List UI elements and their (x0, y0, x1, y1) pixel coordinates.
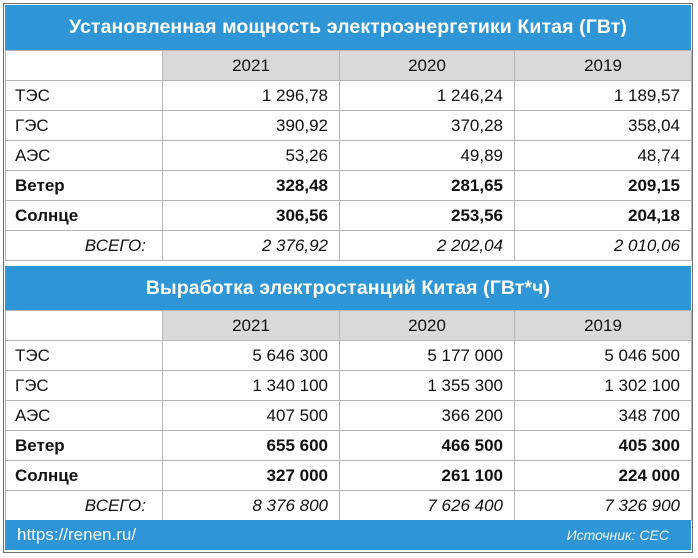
table-cell: 328,48 (163, 171, 340, 201)
table-row (6, 81, 692, 111)
table-cell: 224 000 (515, 461, 692, 491)
total-cell: 7 626 400 (340, 491, 515, 521)
table-row (6, 201, 692, 231)
capacity-table (5, 50, 692, 261)
row-label: Солнце (6, 201, 163, 231)
table-row (6, 401, 692, 431)
table-cell: 1 296,78 (163, 81, 340, 111)
total-cell: 2 010,06 (515, 231, 692, 261)
year-header: 2019 (515, 51, 692, 81)
table-cell: 405 300 (515, 431, 692, 461)
site-link[interactable]: https://renen.ru/ (17, 525, 137, 544)
table-cell: 49,89 (340, 141, 515, 171)
year-header: 2019 (515, 311, 692, 341)
row-label: ГЭС (6, 111, 163, 141)
footer-bar (5, 520, 691, 550)
table-cell: 390,92 (163, 111, 340, 141)
row-label: Ветер (6, 171, 163, 201)
table-row (6, 431, 692, 461)
table-cell: 327 000 (163, 461, 340, 491)
table-cell: 366 200 (340, 401, 515, 431)
year-header: 2021 (163, 51, 340, 81)
table-cell: 358,04 (515, 111, 692, 141)
table-cell: 1 355 300 (340, 371, 515, 401)
row-label: АЭС (6, 401, 163, 431)
total-cell: 2 376,92 (163, 231, 340, 261)
total-row (6, 491, 692, 521)
table-cell: 253,56 (340, 201, 515, 231)
header-corner-cell (6, 51, 163, 81)
table-cell: 1 302 100 (515, 371, 692, 401)
table-cell: 204,18 (515, 201, 692, 231)
total-cell: 7 326 900 (515, 491, 692, 521)
table-header-row (6, 51, 692, 81)
row-label: Ветер (6, 431, 163, 461)
year-header: 2020 (340, 311, 515, 341)
row-label: АЭС (6, 141, 163, 171)
table-cell: 306,56 (163, 201, 340, 231)
total-row (6, 231, 692, 261)
table-cell: 5 046 500 (515, 341, 692, 371)
table-cell: 1 189,57 (515, 81, 692, 111)
table-header-row (6, 311, 692, 341)
generation-table (5, 310, 692, 521)
table-cell: 53,26 (163, 141, 340, 171)
table-cell: 281,65 (340, 171, 515, 201)
capacity-table-title: Установленная мощность электроэнергетики Китая (ГВт) (5, 5, 691, 50)
table-row (6, 171, 692, 201)
table-row (6, 461, 692, 491)
table-cell: 407 500 (163, 401, 340, 431)
year-header: 2021 (163, 311, 340, 341)
table-row (6, 141, 692, 171)
total-label: ВСЕГО: (6, 491, 163, 521)
table-row (6, 111, 692, 141)
table-cell: 209,15 (515, 171, 692, 201)
source-note: Источник: CEC (566, 527, 669, 543)
table-cell: 261 100 (340, 461, 515, 491)
total-cell: 8 376 800 (163, 491, 340, 521)
total-cell: 2 202,04 (340, 231, 515, 261)
table-cell: 5 646 300 (163, 341, 340, 371)
total-label: ВСЕГО: (6, 231, 163, 261)
table-cell: 466 500 (340, 431, 515, 461)
table-cell: 5 177 000 (340, 341, 515, 371)
row-label: ТЭС (6, 81, 163, 111)
table-cell: 1 340 100 (163, 371, 340, 401)
table-cell: 1 246,24 (340, 81, 515, 111)
table-cell: 348 700 (515, 401, 692, 431)
table-row (6, 371, 692, 401)
row-label: ТЭС (6, 341, 163, 371)
row-label: Солнце (6, 461, 163, 491)
generation-table-title: Выработка электростанций Китая (ГВт*ч) (5, 266, 691, 310)
table-cell: 48,74 (515, 141, 692, 171)
row-label: ГЭС (6, 371, 163, 401)
year-header: 2020 (340, 51, 515, 81)
table-cell: 370,28 (340, 111, 515, 141)
header-corner-cell (6, 311, 163, 341)
table-row (6, 341, 692, 371)
table-cell: 655 600 (163, 431, 340, 461)
